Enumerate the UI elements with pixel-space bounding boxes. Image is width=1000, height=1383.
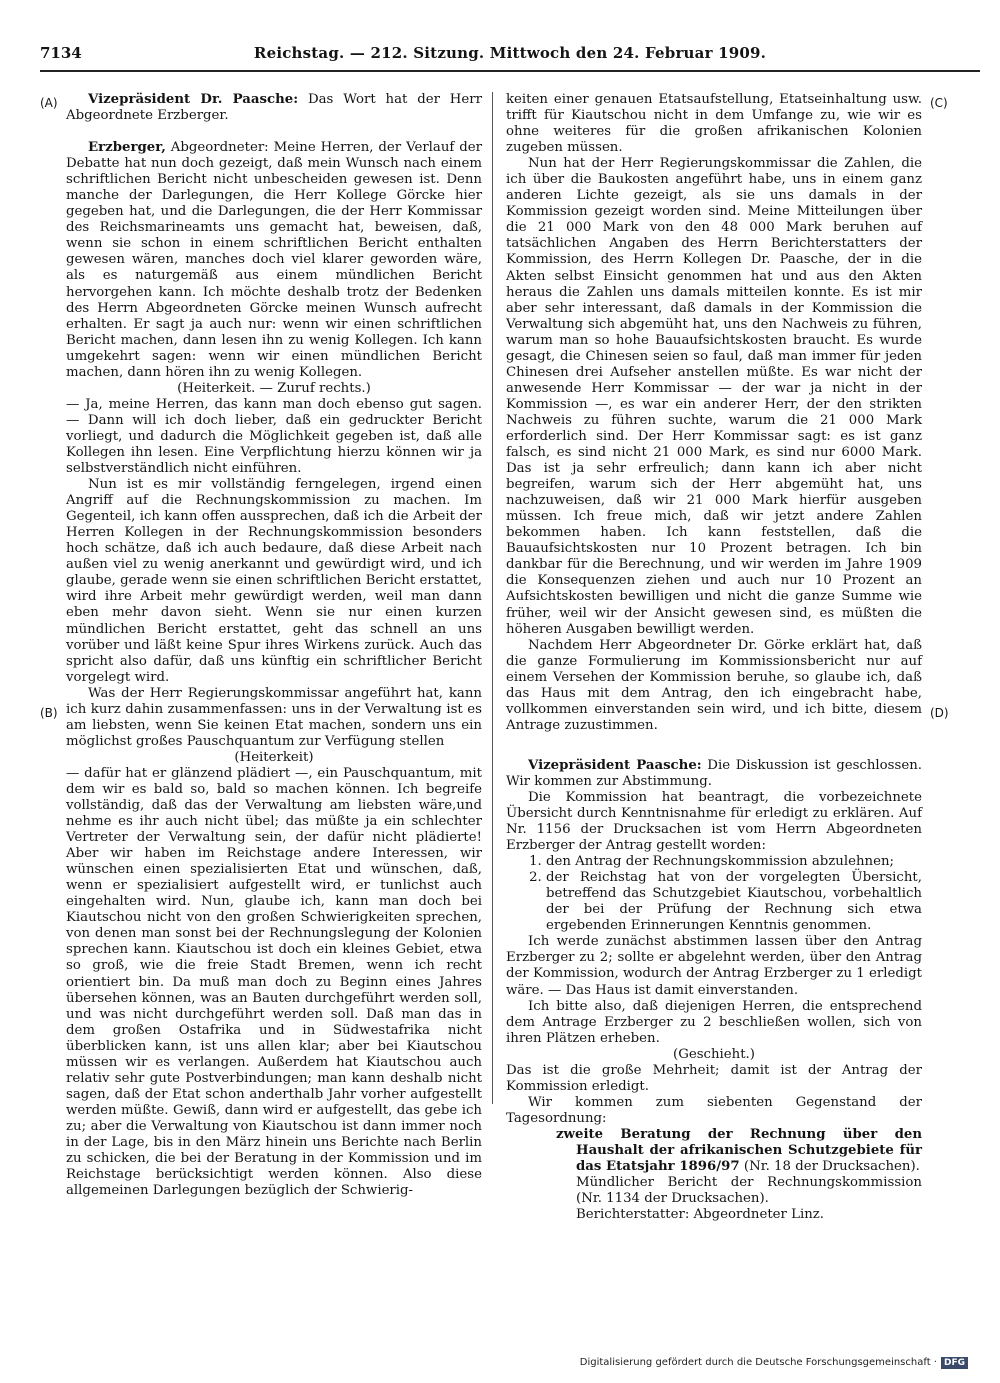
paragraph: Erzberger, Abgeordneter: Meine Herren, der Verlauf der Debatte hat nun doch gezeigt, daß mein Wunsch nach einem schriftlichen Bericht nicht unbescheiden gewesen ist. Denn manche der Darlegungen, die Herr Kollege Görcke hier gegeben hat, und die Darlegungen, die der Herr Kommissar des Reichsmarineamts uns gemacht hat, beweisen, daß, wenn sie schon in einem schriftlichen Bericht enthalten gewesen wären, manches doch viel klarer geworden wäre, als es naturgemäß aus einem mündlichen Bericht hervorgehen kann. Ich möchte deshalb trotz der Bedenken des Herrn Abgeordneten Görcke meinen Wunsch aufrecht erhalten. Er sagt ja auch nur: wenn wir einen schriftlichen Bericht machen, dann lesen ihn zu wenig Kollegen. Ich kann umgekehrt sagen: wenn wir einen mündlichen Bericht machen, dann hören ihn zu wenig Kollegen. xyxy=(66,140,482,380)
interjection: (Heiterkeit. — Zuruf rechts.) xyxy=(177,380,371,396)
paragraph: Vizepräsident Dr. Paasche: Das Wort hat der Herr Abgeordnete Erzberger. xyxy=(66,92,482,124)
list-item: 2. der Reichstag hat von der vorgelegten Übersicht, betreffend das Schutzgebiet Kiautschou, vorbehaltlich der bei der Prüfung der Rechnung sich etwa ergebenden Erinnerungen Kenntnis genommen. xyxy=(546,870,922,934)
paragraph: — dafür hat er glänzend plädiert —, ein Pauschquantum, mit dem wir es bald so, bald so machen können. Ich begreife vollständig, daß das der Verwaltung am liebsten wäre,und nehme es ihr auch nicht übel; das müßte ja ein schlechter Vertreter der Verwaltung sein, der dafür nicht plädierte! Aber wir haben im Reichstage andere Interessen, wir wünschen einen spezialisierten Etat und wünschen, daß, wenn er spezialisiert aufgestellt wird, er tunlichst auch eingehalten wird. Nun, glaube ich, kann man doch bei Kiautschou nicht von den großen Schwierigkeiten sprechen, von denen man sonst bei der Rechnungslegung der Kolonien sprechen kann. Kiautschou ist doch ein kleines Gebiet, etwa so groß, wie die freie Stadt Bremen, wenn ich recht orientiert bin. Da muß man doch zu Beginn eines Jahres übersehen können, was an Bauten durchgeführt werden soll, und was nicht durchgeführt werden soll. Daß man das in dem großen Ostafrika und in Südwestafrika nicht überblicken kann, ist uns allen klar; aber bei Kiautschou müssen wir es verlangen. Außerdem hat Kiautschou auch relativ sehr gute Postverbindungen; man kann deshalb nicht sagen, daß der Etat schon anderthalb Jahr vorher aufgestellt werden müßte. Gewiß, dann wird er aufgestellt, das gebe ich zu; aber die Verwaltung von Kiautschou ist dann immer noch in der Lage, bis in den März hinein uns Berichte nach Berlin zu schicken, die bei der Beratung in der Kommission und im Reichstage berücksichtigt werden können. Also diese allgemeinen Darlegungen bezüglich der Schwierig- xyxy=(66,765,482,1199)
page-header xyxy=(40,44,980,66)
paragraph: Das ist die große Mehrheit; damit ist der Antrag der Kommission erledigt. xyxy=(506,1062,922,1094)
paragraph: Nun ist es mir vollständig ferngelegen, irgend einen Angriff auf die Rechnungskommission zu machen. Im Gegenteil, ich kann offen aussprechen, daß ich die Arbeit der Herren Kollegen in der Rechnungskommission besonders hoch schätze, daß ich auch bedaure, daß diese Arbeit nach außen viel zu wenig anerkannt und gewürdigt wird, und ich glaube, gerade wenn sie einen schriftlichen Bericht erstattet, wird ihre Arbeit mehr gewürdigt werden, weil man dann eben mehr davon sieht. Wenn sie nur einen kurzen mündlichen Bericht erstattet, geht das schnell an uns vorüber und läßt keine Spur ihres Wirkens zurück. Auch das spricht also dafür, daß uns künftig ein schriftlicher Bericht vorgelegt wird. xyxy=(66,477,482,685)
margin-marker-b: (B) xyxy=(40,706,58,720)
header-rule xyxy=(40,70,980,72)
agenda-rapporteur: Berichterstatter: Abgeordneter Linz. xyxy=(576,1207,825,1223)
margin-marker-c: (C) xyxy=(930,96,948,110)
paragraph: Ich bitte also, daß diejenigen Herren, die entsprechend dem Antrage Erzberger zu 2 beschließen wollen, sich von ihren Plätzen erheben. xyxy=(506,998,922,1046)
interjection: (Heiterkeit) xyxy=(234,749,314,765)
paragraph: keiten einer genauen Etatsaufstellung, Etatseinhaltung usw. trifft für Kiautschou nicht in dem Umfange zu, wie wir es ohne weiteres für die großen afrikanischen Kolonien zugeben müssen. xyxy=(506,92,922,156)
agenda-report: Mündlicher Bericht der Rechnungskommission (Nr. 1134 der Drucksachen). xyxy=(576,1175,922,1207)
paragraph: Was der Herr Regierungskommissar angeführt hat, kann ich kurz dahin zusammenfassen: uns in der Verwaltung ist es am liebsten, wenn Sie keinen Etat machen, sondern uns ein möglichst großes Pauschquantum zur Verfügung stellen xyxy=(66,685,482,749)
paragraph: Nun hat der Herr Regierungskommissar die Zahlen, die ich über die Baukosten angeführt habe, uns in einem ganz anderen Lichte gezeigt, als sie uns damals in der Kommission gezeigt worden sind. Meine Mitteilungen über die 21 000 Mark von den 48 000 Mark beruhen auf tatsächlichen Angaben des Herrn Berichterstatters der Kommission, des Herrn Kollegen Dr. Paasche, der in die Akten selbst Einsicht genommen hat und aus den Akten heraus die Zahlen uns damals mitteilen konnte. Es ist mir aber sehr interessant, daß damals in der Kommission die Verwaltung sich abgemüht hat, uns den Nachweis zu führen, warum man so hohe Bauaufsichtskosten braucht. Es wurde gesagt, die Chinesen seien so faul, daß man immer für jeden Chinesen drei Aufseher anstellen müßte. Es war nicht der anwesende Herr Kommissar — der war ja nicht in der Kommission —, es war ein anderer Herr, der den strikten Nachweis zu führen suchte, warum die 21 000 Mark erforderlich sind. Der Herr Kommissar sagt: es ist ganz falsch, es sind nicht 21 000 Mark, es sind nur 6000 Mark. Das ist ja sehr erfreulich; dann kann ich aber nicht begreifen, warum sich der Herr abgemüht hat, uns nachzuweisen, daß wir 21 000 Mark hierfür ausgeben müssen. Ich freue mich, daß wir jetzt andere Zahlen bekommen haben. Ich kann feststellen, daß die Bauaufsichtskosten nur 10 Prozent betragen. Ich bin dankbar für die Berechnung, und wir werden im Jahre 1909 die Konsequenzen ziehen und auch nur 10 Prozent an Aufsichtskosten bewilligen und nicht die ganze Summe wie früher, weil wir der Ansicht gewesen sind, es müßten die höheren Ausgaben bewilligt werden. xyxy=(506,156,922,637)
motion-list xyxy=(506,854,922,934)
speaker-name: Vizepräsident Dr. Paasche: xyxy=(88,92,299,107)
paragraph: Vizepräsident Paasche: Die Diskussion ist geschlossen. Wir kommen zur Abstimmung. xyxy=(506,757,922,789)
margin-marker-a: (A) xyxy=(40,96,58,110)
left-column xyxy=(66,92,482,1199)
footer-credit: Digitalisierung gefördert durch die Deutsche Forschungsgemeinschaft · DFG xyxy=(580,1357,968,1369)
paragraph: Ich werde zunächst abstimmen lassen über den Antrag Erzberger zu 2; sollte er abgelehnt werden, über den Antrag der Kommission, wodurch der Antrag Erzberger zu 1 erledigt wäre. — Das Haus ist damit einverstanden. xyxy=(506,934,922,998)
speaker-name: Vizepräsident Paasche: xyxy=(528,757,702,773)
column-separator xyxy=(492,92,493,1104)
page-number: 7134 xyxy=(40,44,82,62)
paragraph: Die Kommission hat beantragt, die vorbezeichnete Übersicht durch Kenntnisnahme für erledigt zu erklären. Auf Nr. 1156 der Drucksachen ist vom Herrn Abgeordneten Erzberger der Antrag gestellt worden: xyxy=(506,789,922,854)
paragraph: Nachdem Herr Abgeordneter Dr. Görke erklärt hat, daß die ganze Formulierung im Kommissionsbericht nur auf einem Versehen der Kommission beruhe, so glaube ich, daß das Haus mit dem Antrag, den ich eingebracht habe, vollkommen einverstanden sein wird, und ich bitte, diesem Antrage zuzustimmen. xyxy=(506,637,922,733)
running-title: Reichstag. — 212. Sitzung. Mittwoch den 24. Februar 1909. xyxy=(253,44,767,62)
paragraph: Wir kommen zum siebenten Gegenstand der Tagesordnung: xyxy=(506,1094,922,1126)
list-item: 1. den Antrag der Rechnungskommission abzulehnen; xyxy=(546,854,922,870)
agenda-item: zweite Beratung der Rechnung über den Haushalt der afrikanischen Schutzgebiete für das Etatsjahr 1896/97 (Nr. 18 der Drucksachen). xyxy=(556,1126,922,1175)
speaker-name: Erzberger, xyxy=(88,140,166,156)
paragraph: — Ja, meine Herren, das kann man doch ebenso gut sagen. — Dann will ich doch lieber, daß ein gedruckter Bericht vorliegt, und dadurch die Möglichkeit gegeben ist, daß alle Kollegen ihn lesen. Eine Verpflichtung hierzu können wir ja selbstverständlich nicht einführen. xyxy=(66,396,482,477)
interjection: (Geschieht.) xyxy=(673,1046,755,1062)
right-column xyxy=(506,92,922,1223)
dfg-logo: DFG xyxy=(941,1357,968,1369)
margin-marker-d: (D) xyxy=(930,706,949,720)
